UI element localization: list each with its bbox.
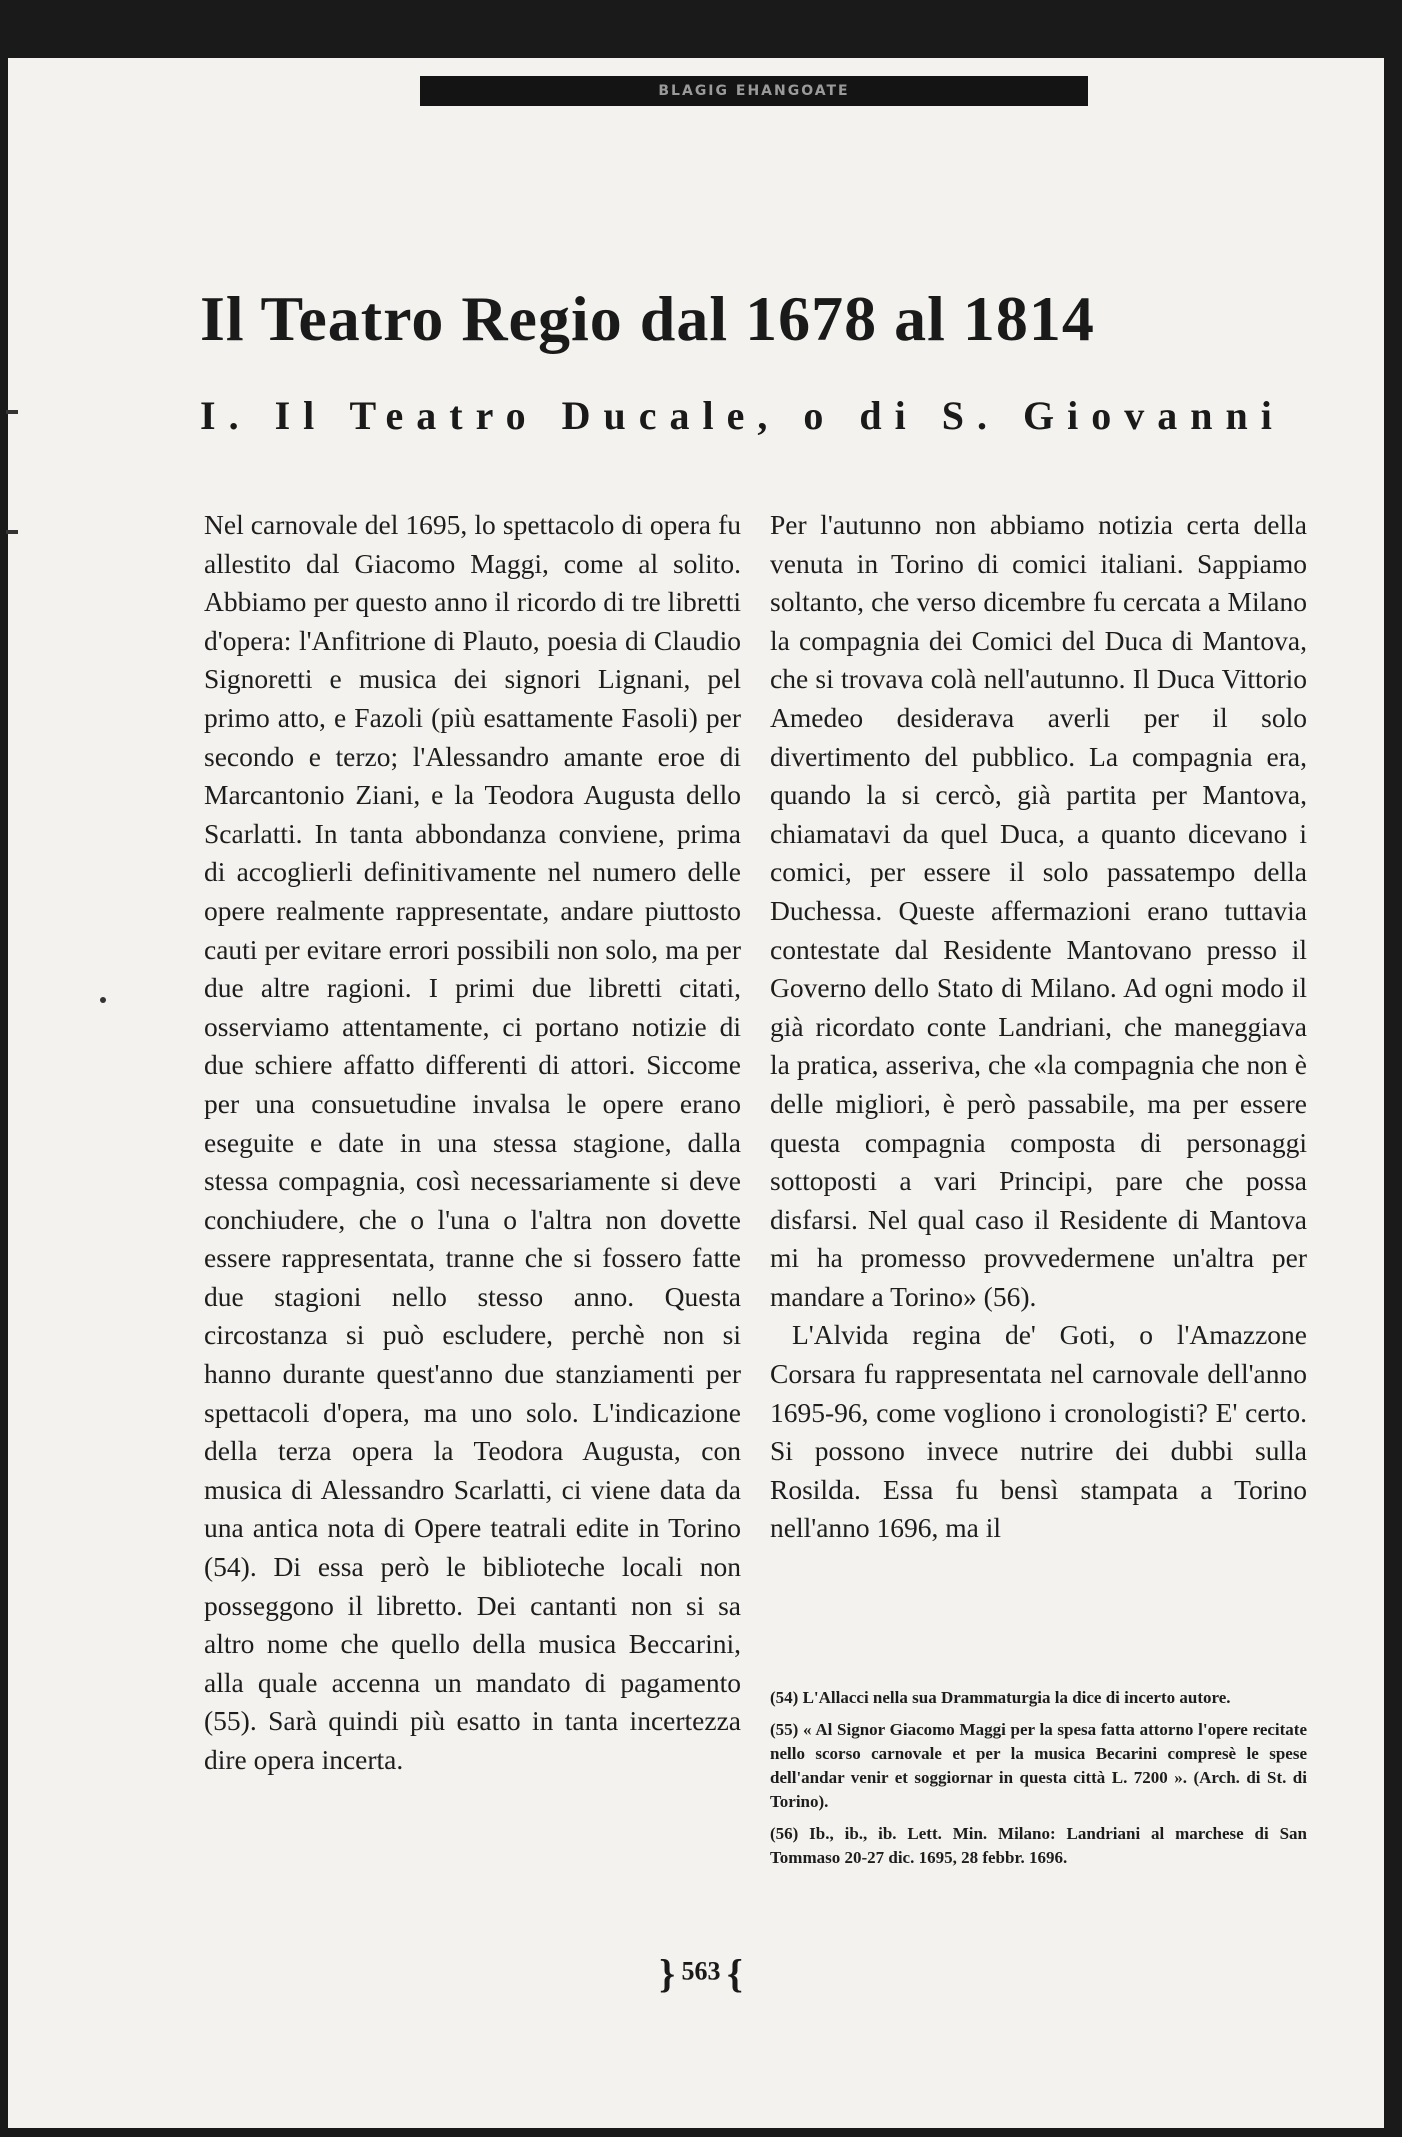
right-column-paragraph-2: L'Alvida regina de' Goti, o l'Amazzone Corsara fu rappresentata nel carnovale dell'anno 1695-96, come vogliono i cronologisti? E' certo. Si possono invece nutrire dei dubbi sulla Rosilda. Essa fu bensì stampata a Torino nell'anno 1696, ma il — [770, 1319, 1307, 1544]
footnotes — [770, 1686, 1307, 1878]
folio-brace-right: { — [727, 1951, 743, 1996]
footnote-54: (54) L'Allacci nella sua Drammaturgia la dice di incerto autore. — [770, 1688, 1231, 1707]
header-band-text: BLAGIG EHANGOATE — [658, 83, 850, 99]
article-subtitle: I. Il Teatro Ducale, o di S. Giovanni — [200, 393, 1285, 438]
margin-dot — [100, 997, 106, 1003]
margin-mark — [6, 410, 18, 414]
header-ornament-band — [420, 76, 1088, 106]
folio-brace-left: } — [659, 1951, 675, 1996]
left-column — [204, 506, 741, 1780]
footnote-55: (55) « Al Signor Giacomo Maggi per la spesa fatta attorno l'opere recitate nello scorso carnovale et per la musica Becarini compresè le spese dell'andar venir et soggiornar in questa città L. 7200 ». (Arch. di St. di Torino). — [770, 1720, 1307, 1811]
article-title: Il Teatro Regio dal 1678 al 1814 — [200, 283, 1095, 354]
margin-mark — [6, 530, 18, 534]
page-number: 563 — [681, 1956, 721, 1986]
footnote-56: (56) Ib., ib., ib. Lett. Min. Milano: Landriani al marchese di San Tommaso 20-27 dic. 1695, 28 febbr. 1696. — [770, 1824, 1307, 1867]
right-column-paragraph-1: Per l'autunno non abbiamo notizia certa della venuta in Torino di comici italiani. Sappiamo soltanto, che verso dicembre fu cercata a Milano la compagnia dei Comici del Duca di Mantova, che si trovava colà nell'autunno. Il Duca Vittorio Amedeo desiderava averli per il solo divertimento del pubblico. La compagnia era, quando la si cercò, già partita per Mantova, chiamatavi da quel Duca, a quanto dicevano i comici, per essere il solo passatempo della Duchessa. Queste affermazioni erano tuttavia contestate dal Residente Mantovano presso il Governo dello Stato di Milano. Ad ogni modo il già ricordato conte Landriani, che maneggiava la pratica, asseriva, che «la compagnia che non è delle migliori, è però passabile, ma per essere questa compagnia composta di personaggi sottoposti a vari Principi, pare che possa disfarsi. Nel qual caso il Residente di Mantova mi ha promesso provvedermene un'altra per mandare a Torino» (56). — [770, 509, 1307, 1312]
page-folio — [0, 1950, 1402, 1997]
left-column-text: Nel carnovale del 1695, lo spettacolo di opera fu allestito dal Giacomo Maggi, come al solito. Abbiamo per questo anno il ricordo di tre libretti d'opera: l'Anfitrione di Plauto, poesia di Claudio Signoretti e musica dei signori Lignani, pel primo atto, e Fazoli (più esattamente Fasoli) per secondo e terzo; l'Alessandro amante eroe di Marcantonio Ziani, e la Teodora Augusta dello Scarlatti. In tanta abbondanza conviene, prima di accoglierli definitivamente nel numero delle opere realmente rappresentate, andare piuttosto cauti per evitare errori possibili non solo, ma per due altre ragioni. I primi due libretti citati, osserviamo attentamente, ci portano notizie di due schiere affatto differenti di attori. Siccome per una consuetudine invalsa le opere erano eseguite e date in una stessa stagione, dalla stessa compagnia, così necessariamente si deve conchiudere, che o l'una o l'altra non dovette essere rappresentata, tranne che si fossero fatte due stagioni nello stesso anno. Questa circostanza si può escludere, perchè non si hanno durante quest'anno due stanziamenti per spettacoli d'opera, ma uno solo. L'indicazione della terza opera la Teodora Augusta, con musica di Alessandro Scarlatti, ci viene data da una antica nota di Opere teatrali edite in Torino (54). Di essa però le biblioteche locali non posseggono il libretto. Dei cantanti non si sa altro nome che quello della musica Beccarini, alla quale accenna un mandato di pagamento (55). Sarà quindi più esatto in tanta incertezza dire opera incerta. — [204, 509, 741, 1775]
right-column — [770, 506, 1307, 1548]
